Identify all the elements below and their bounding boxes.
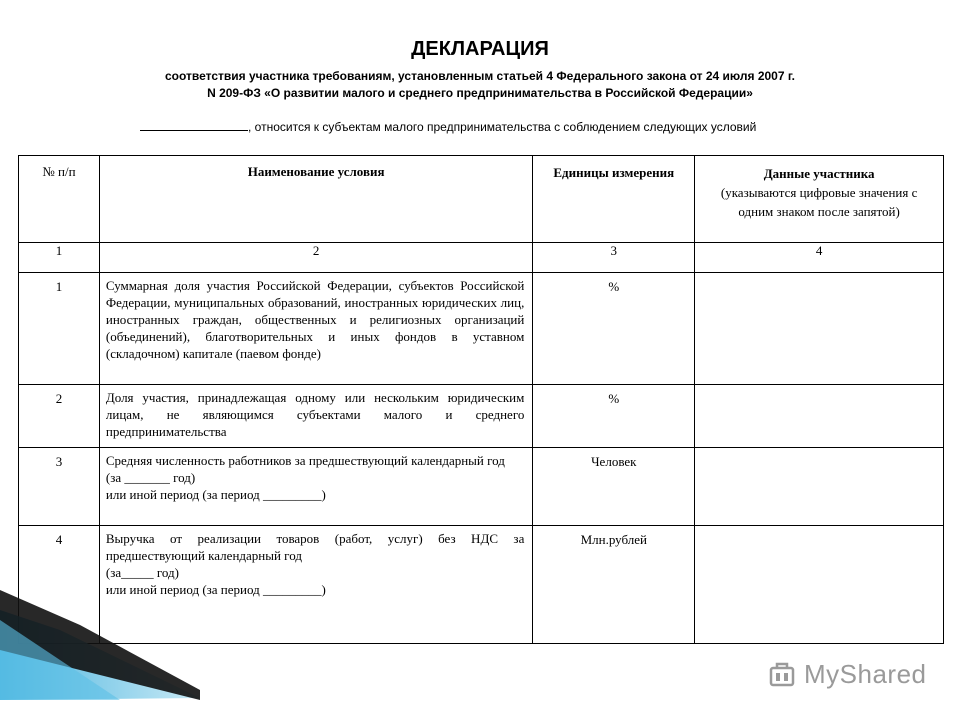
header-participant-data — [695, 156, 944, 243]
row-value-cell[interactable] — [695, 273, 944, 385]
row-unit: % — [533, 385, 695, 448]
row-unit: Млн.рублей — [533, 526, 695, 644]
table-row — [19, 273, 944, 385]
intro-text: , относится к субъектам малого предпринимательства с соблюдением следующих условий — [248, 120, 757, 134]
intro-line — [140, 119, 756, 134]
row-condition-line: или иной период (за период _________) — [105, 487, 326, 502]
row-number: 3 — [19, 448, 100, 526]
document-title: ДЕКЛАРАЦИЯ — [411, 38, 549, 60]
column-number: 2 — [99, 243, 532, 273]
declaration-table — [18, 155, 944, 644]
column-number-row — [19, 243, 944, 273]
header-data-note: (указываются цифровые значения с одним знаком после запятой) — [720, 185, 918, 219]
row-condition-line: Выручка от реализации товаров (работ, услуг) без НДС за предшествующий календарный год — [105, 531, 525, 563]
document-subtitle — [0, 68, 960, 102]
row-condition — [99, 448, 532, 526]
header-data-title: Данные участника — [763, 166, 875, 181]
subtitle-line-2: N 209-ФЗ «О развитии малого и среднего предпринимательства в Российской Федерации» — [207, 86, 753, 100]
row-value-cell[interactable] — [695, 385, 944, 448]
row-condition-line: Суммарная доля участия Российской Федерации, субъектов Российской Федерации, муниципальных образований, иностранных юридических лиц, иностранных граждан, общественных и религиозных организаций (объединений), благотворительных и иных фондов в уставном (складочном) капитале (паевом фонде) — [105, 278, 525, 361]
table-row — [19, 448, 944, 526]
row-number: 4 — [19, 526, 100, 644]
row-number: 2 — [19, 385, 100, 448]
row-condition-line: Доля участия, принадлежащая одному или нескольким юридическим лицам, не являющимся субъектами малого и среднего предпринимательства — [105, 390, 525, 439]
row-condition-line: Средняя численность работников за предшествующий календарный год — [105, 453, 505, 468]
header-row — [19, 156, 944, 243]
row-value-cell[interactable] — [695, 526, 944, 644]
subtitle-line-1: соответствия участника требованиям, установленным статьей 4 Федерального закона от 24 июля 2007 г. — [165, 69, 795, 83]
header-units: Единицы измерения — [533, 156, 695, 243]
row-condition-line: (за _______ год) — [105, 470, 196, 485]
watermark-logo — [768, 656, 927, 692]
row-unit: Человек — [533, 448, 695, 526]
table-row — [19, 385, 944, 448]
row-condition-line: или иной период (за период _________) — [105, 582, 326, 597]
participant-name-blank[interactable] — [140, 119, 248, 131]
column-number: 3 — [533, 243, 695, 273]
row-number: 1 — [19, 273, 100, 385]
decorative-wedge — [0, 590, 200, 700]
row-value-cell[interactable] — [695, 448, 944, 526]
row-unit: % — [533, 273, 695, 385]
row-condition — [99, 385, 532, 448]
row-condition — [99, 273, 532, 385]
column-number: 1 — [19, 243, 100, 273]
header-condition: Наименование условия — [99, 156, 532, 243]
column-number: 4 — [695, 243, 944, 273]
myshared-logo-icon — [768, 659, 798, 689]
watermark-text: MyShared — [804, 658, 927, 689]
header-num: № п/п — [19, 156, 100, 243]
row-condition-line: (за_____ год) — [105, 565, 179, 580]
